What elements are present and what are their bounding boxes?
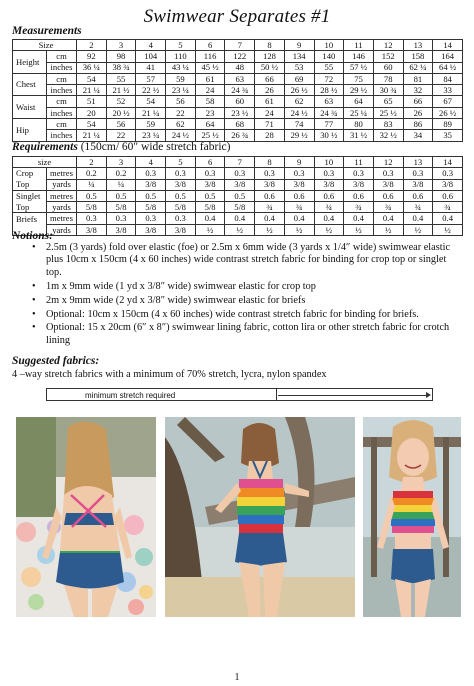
value-cell: 25 ¼ — [344, 107, 374, 118]
value-cell: 0.6 — [314, 190, 344, 201]
size-header-cell: size — [13, 157, 77, 168]
value-cell: 23 ½ — [225, 107, 255, 118]
list-item: • Optional: 15 x 20cm (6″ x 8″) swimwear lining fabric, cotton lira or other stretch fabric for crotch lining — [14, 322, 464, 347]
value-cell: 26 ¾ — [225, 130, 255, 141]
stretch-gauge — [46, 388, 433, 401]
value-cell: ¼ — [77, 179, 107, 190]
value-cell: 140 — [314, 51, 344, 62]
size-cell: 12 — [373, 157, 403, 168]
value-cell: ½ — [344, 224, 374, 235]
value-cell: 68 — [225, 119, 255, 130]
garment-label-line2: Top — [13, 179, 47, 190]
value-cell: 152 — [373, 51, 403, 62]
value-cell: 59 — [166, 73, 196, 84]
value-cell: 3/8 — [195, 179, 225, 190]
value-cell: 3/8 — [166, 179, 196, 190]
value-cell: 74 — [284, 119, 314, 130]
value-cell: 29 ½ — [284, 130, 314, 141]
table-row — [13, 51, 463, 62]
value-cell: 25 ½ — [373, 107, 403, 118]
size-cell: 13 — [403, 40, 433, 51]
table-row — [13, 179, 463, 190]
measurement-label: Hip — [13, 119, 47, 142]
value-cell: 25 ½ — [195, 130, 225, 141]
value-cell: 0.4 — [225, 213, 255, 224]
value-cell: 41 — [136, 62, 166, 73]
value-cell: 3/8 — [225, 179, 255, 190]
value-cell: 66 — [403, 96, 433, 107]
value-cell: 158 — [403, 51, 433, 62]
value-cell: 3/8 — [314, 179, 344, 190]
value-cell: 54 — [77, 73, 107, 84]
value-cell: 78 — [373, 73, 403, 84]
value-cell: 59 — [136, 119, 166, 130]
value-cell: 24 — [255, 107, 285, 118]
value-cell: 21 ¼ — [77, 130, 107, 141]
value-cell: 0.6 — [433, 190, 463, 201]
value-cell: 55 — [106, 73, 136, 84]
value-cell: 30 ½ — [314, 130, 344, 141]
table-row — [13, 119, 463, 130]
value-cell: 54 — [136, 96, 166, 107]
size-cell: 5 — [166, 40, 196, 51]
value-cell: 20 ½ — [106, 107, 136, 118]
value-cell: 62 ¼ — [403, 62, 433, 73]
value-cell: ¼ — [106, 179, 136, 190]
value-cell: 5/8 — [136, 202, 166, 213]
value-cell: 0.2 — [77, 168, 107, 179]
value-cell: 98 — [106, 51, 136, 62]
photo-crop-top-back — [16, 417, 156, 617]
value-cell: 64 — [344, 96, 374, 107]
unit-metres: metres — [47, 190, 77, 201]
requirements-subtitle: (150cm/ 60″ wide stretch fabric) — [80, 141, 231, 153]
value-cell: 81 — [403, 73, 433, 84]
value-cell: ½ — [314, 224, 344, 235]
value-cell: 0.3 — [166, 213, 196, 224]
value-cell: 20 — [77, 107, 107, 118]
size-cell: 10 — [314, 157, 344, 168]
size-header-cell: Size — [13, 40, 77, 51]
value-cell: 0.4 — [403, 213, 433, 224]
value-cell: 64 — [195, 119, 225, 130]
value-cell: 62 — [284, 96, 314, 107]
value-cell: 0.3 — [166, 168, 196, 179]
stretch-arrow-icon — [426, 392, 431, 398]
photo-singlet-back — [165, 417, 355, 617]
value-cell: 0.3 — [136, 168, 166, 179]
requirements-heading — [12, 141, 230, 153]
measurements-heading: Measurements — [12, 25, 82, 37]
unit-yards: yards — [47, 202, 77, 213]
value-cell: 26 ½ — [284, 85, 314, 96]
value-cell: 3/8 — [166, 224, 196, 235]
value-cell: ¾ — [433, 202, 463, 213]
value-cell: 5/8 — [106, 202, 136, 213]
value-cell: 51 — [77, 96, 107, 107]
measurement-label: Waist — [13, 96, 47, 119]
value-cell: 0.5 — [166, 190, 196, 201]
value-cell: 0.3 — [403, 168, 433, 179]
value-cell: 5/8 — [195, 202, 225, 213]
value-cell: 21 ½ — [106, 85, 136, 96]
value-cell: 26 ½ — [433, 107, 463, 118]
value-cell: 23 ¼ — [136, 130, 166, 141]
value-cell: 23 — [195, 107, 225, 118]
value-cell: 0.4 — [195, 213, 225, 224]
list-item: • Optional: 10cm x 150cm (4 x 60 inches) wide contrast stretch fabric for binding for briefs. — [14, 309, 464, 321]
value-cell: 24 ½ — [166, 130, 196, 141]
value-cell: ¾ — [284, 202, 314, 213]
value-cell: 34 — [403, 130, 433, 141]
value-cell: 50 ½ — [255, 62, 285, 73]
table-row — [13, 107, 463, 118]
value-cell: 0.6 — [373, 190, 403, 201]
rainbow-crop-top — [391, 491, 435, 533]
table-row — [13, 62, 463, 73]
value-cell: 3/8 — [136, 224, 166, 235]
value-cell: 83 — [373, 119, 403, 130]
value-cell: 56 — [166, 96, 196, 107]
value-cell: ½ — [195, 224, 225, 235]
table-row — [13, 224, 463, 235]
value-cell: ¾ — [344, 202, 374, 213]
value-cell: ½ — [255, 224, 285, 235]
value-cell: 71 — [255, 119, 285, 130]
size-cell: 9 — [284, 40, 314, 51]
measurement-label: Chest — [13, 73, 47, 96]
value-cell: 0.5 — [195, 190, 225, 201]
value-cell: 77 — [314, 119, 344, 130]
size-cell: 9 — [284, 157, 314, 168]
value-cell: 21 ¼ — [136, 107, 166, 118]
value-cell: 63 — [225, 73, 255, 84]
value-cell: 53 — [284, 62, 314, 73]
size-cell: 2 — [77, 157, 107, 168]
list-item: • 2m x 9mm wide (2 yd x 3/8″ wide) swimwear elastic for briefs — [14, 295, 464, 307]
value-cell: 22 ½ — [136, 85, 166, 96]
unit-cm: cm — [47, 96, 77, 107]
value-cell: 62 — [166, 119, 196, 130]
value-cell: 0.5 — [225, 190, 255, 201]
value-cell: 66 — [255, 73, 285, 84]
value-cell: 52 — [106, 96, 136, 107]
page-title: Swimwear Separates #1 — [143, 6, 331, 27]
value-cell: 0.3 — [136, 213, 166, 224]
size-cell: 14 — [433, 40, 463, 51]
value-cell: 3/8 — [284, 179, 314, 190]
page-number: 1 — [234, 672, 240, 683]
unit-inches: inches — [47, 85, 77, 96]
value-cell: 3/8 — [433, 179, 463, 190]
size-cell: 6 — [195, 40, 225, 51]
value-cell: 3/8 — [344, 179, 374, 190]
list-item: • 1m x 9mm wide (1 yd x 3/8″ wide) swimwear elastic for crop top — [14, 281, 464, 293]
garment-label: Singlet — [13, 190, 47, 201]
value-cell: ¾ — [314, 202, 344, 213]
photo-crop-top-front — [363, 417, 461, 617]
value-cell: 0.6 — [255, 190, 285, 201]
value-cell: 0.5 — [136, 190, 166, 201]
size-cell: 3 — [106, 40, 136, 51]
value-cell: ¾ — [255, 202, 285, 213]
size-cell: 8 — [255, 40, 285, 51]
value-cell: 0.5 — [77, 190, 107, 201]
value-cell: 0.3 — [284, 168, 314, 179]
value-cell: 0.3 — [255, 168, 285, 179]
value-cell: 116 — [195, 51, 225, 62]
value-cell: 3/8 — [255, 179, 285, 190]
garment-label: Crop — [13, 168, 47, 179]
value-cell: 65 — [373, 96, 403, 107]
value-cell: ½ — [373, 224, 403, 235]
value-cell: 22 — [106, 130, 136, 141]
value-cell: 122 — [225, 51, 255, 62]
value-cell: 92 — [77, 51, 107, 62]
notions-heading: Notions: — [12, 230, 53, 242]
fabrics-heading: Suggested fabrics: — [12, 355, 100, 367]
table-row — [13, 190, 463, 201]
value-cell: 0.3 — [106, 213, 136, 224]
value-cell: 24 ¾ — [314, 107, 344, 118]
value-cell: 32 ½ — [373, 130, 403, 141]
value-cell: 64 ½ — [433, 62, 463, 73]
value-cell: 0.4 — [344, 213, 374, 224]
table-row — [13, 168, 463, 179]
value-cell: 3/8 — [403, 179, 433, 190]
table-row — [13, 85, 463, 96]
value-cell: ½ — [403, 224, 433, 235]
value-cell: ¾ — [373, 202, 403, 213]
value-cell: 38 ¾ — [106, 62, 136, 73]
value-cell: 0.3 — [314, 168, 344, 179]
stretch-gauge-divider — [276, 389, 277, 400]
value-cell: ½ — [433, 224, 463, 235]
value-cell: 36 ¼ — [77, 62, 107, 73]
value-cell: 45 ½ — [195, 62, 225, 73]
value-cell: 57 — [136, 73, 166, 84]
value-cell: 0.3 — [225, 168, 255, 179]
value-cell: 67 — [433, 96, 463, 107]
value-cell: 89 — [433, 119, 463, 130]
value-cell: 24 — [195, 85, 225, 96]
value-cell: 60 — [373, 62, 403, 73]
garment-label-line2: Top — [13, 202, 47, 213]
measurements-header-row — [13, 40, 463, 51]
measurement-label: Height — [13, 51, 47, 74]
value-cell: 86 — [403, 119, 433, 130]
size-cell: 6 — [195, 157, 225, 168]
value-cell: 128 — [255, 51, 285, 62]
unit-yards: yards — [47, 179, 77, 190]
size-cell: 5 — [166, 157, 196, 168]
unit-inches: inches — [47, 130, 77, 141]
size-cell: 13 — [403, 157, 433, 168]
size-cell: 14 — [433, 157, 463, 168]
value-cell: 54 — [77, 119, 107, 130]
table-row — [13, 96, 463, 107]
value-cell: 0.3 — [77, 213, 107, 224]
value-cell: 35 — [433, 130, 463, 141]
value-cell: 23 ¼ — [166, 85, 196, 96]
value-cell: 0.5 — [106, 190, 136, 201]
value-cell: 31 ½ — [344, 130, 374, 141]
value-cell: 60 — [225, 96, 255, 107]
value-cell: 48 — [225, 62, 255, 73]
size-cell: 4 — [136, 157, 166, 168]
unit-cm: cm — [47, 119, 77, 130]
value-cell: ½ — [225, 224, 255, 235]
size-cell: 3 — [106, 157, 136, 168]
size-cell: 12 — [373, 40, 403, 51]
value-cell: 0.3 — [344, 168, 374, 179]
value-cell: 0.6 — [284, 190, 314, 201]
unit-cm: cm — [47, 73, 77, 84]
value-cell: 0.6 — [344, 190, 374, 201]
size-cell: 11 — [344, 40, 374, 51]
value-cell: 164 — [433, 51, 463, 62]
value-cell: 56 — [106, 119, 136, 130]
value-cell: 5/8 — [225, 202, 255, 213]
stretch-arrow-line — [278, 395, 428, 396]
value-cell: 0.2 — [106, 168, 136, 179]
value-cell: 0.4 — [284, 213, 314, 224]
size-cell: 11 — [344, 157, 374, 168]
value-cell: 72 — [314, 73, 344, 84]
value-cell: 55 — [314, 62, 344, 73]
value-cell: 3/8 — [373, 179, 403, 190]
value-cell: 26 — [403, 107, 433, 118]
unit-metres: metres — [47, 168, 77, 179]
value-cell: 0.4 — [314, 213, 344, 224]
stretch-gauge-label: minimum stretch required — [85, 390, 176, 400]
value-cell: 146 — [344, 51, 374, 62]
value-cell: 30 ¾ — [373, 85, 403, 96]
unit-yards: yards — [47, 224, 77, 235]
requirements-table — [12, 156, 463, 236]
value-cell: 63 — [314, 96, 344, 107]
value-cell: 24 ¾ — [225, 85, 255, 96]
value-cell: 61 — [255, 96, 285, 107]
value-cell: 28 ½ — [314, 85, 344, 96]
unit-cm: cm — [47, 51, 77, 62]
unit-inches: inches — [47, 62, 77, 73]
value-cell: 3/8 — [77, 224, 107, 235]
value-cell: 0.3 — [195, 168, 225, 179]
value-cell: 61 — [195, 73, 225, 84]
value-cell: ¾ — [403, 202, 433, 213]
size-cell: 10 — [314, 40, 344, 51]
value-cell: ½ — [284, 224, 314, 235]
requirements-header-row — [13, 157, 463, 168]
value-cell: 33 — [433, 85, 463, 96]
value-cell: 0.4 — [373, 213, 403, 224]
value-cell: 0.4 — [433, 213, 463, 224]
value-cell: 26 — [255, 85, 285, 96]
value-cell: 28 — [255, 130, 285, 141]
value-cell: 0.4 — [255, 213, 285, 224]
size-cell: 7 — [225, 40, 255, 51]
table-row — [13, 130, 463, 141]
size-cell: 4 — [136, 40, 166, 51]
value-cell: 3/8 — [106, 224, 136, 235]
value-cell: 110 — [166, 51, 196, 62]
size-cell: 2 — [77, 40, 107, 51]
value-cell: 75 — [344, 73, 374, 84]
value-cell: 80 — [344, 119, 374, 130]
value-cell: 57 ½ — [344, 62, 374, 73]
value-cell: 5/8 — [77, 202, 107, 213]
unit-metres: metres — [47, 213, 77, 224]
measurements-table — [12, 39, 463, 142]
value-cell: 24 ½ — [284, 107, 314, 118]
value-cell: 0.3 — [373, 168, 403, 179]
value-cell: 0.3 — [433, 168, 463, 179]
value-cell: 22 — [166, 107, 196, 118]
size-cell: 7 — [225, 157, 255, 168]
rainbow-singlet — [237, 479, 285, 533]
fabrics-description: 4 –way stretch fabrics with a minimum of 70% stretch, lycra, nylon spandex — [12, 369, 327, 380]
size-cell: 8 — [255, 157, 285, 168]
value-cell: 3/8 — [136, 179, 166, 190]
value-cell: 58 — [195, 96, 225, 107]
value-cell: 104 — [136, 51, 166, 62]
garment-label: Briefs — [13, 213, 47, 224]
unit-inches: inches — [47, 107, 77, 118]
value-cell: 5/8 — [166, 202, 196, 213]
value-cell: 69 — [284, 73, 314, 84]
list-item: • 2.5m (3 yards) fold over elastic (foe) or 2.5m x 6mm wide (3 yards x 1/4″ wide) swimwear elastic plus 10cm x 150cm (4 x 60 inches) wide contrast stretch fabric for binding for crop top or singlet top. — [14, 242, 464, 279]
value-cell: 32 — [403, 85, 433, 96]
notions-list — [14, 242, 464, 349]
requirements-title: Requirements — [12, 141, 78, 153]
value-cell: 134 — [284, 51, 314, 62]
value-cell: 43 ¼ — [166, 62, 196, 73]
value-cell: 21 ¼ — [77, 85, 107, 96]
value-cell: 0.6 — [403, 190, 433, 201]
table-row — [13, 202, 463, 213]
table-row — [13, 73, 463, 84]
value-cell: 29 ½ — [344, 85, 374, 96]
table-row — [13, 213, 463, 224]
value-cell: 84 — [433, 73, 463, 84]
